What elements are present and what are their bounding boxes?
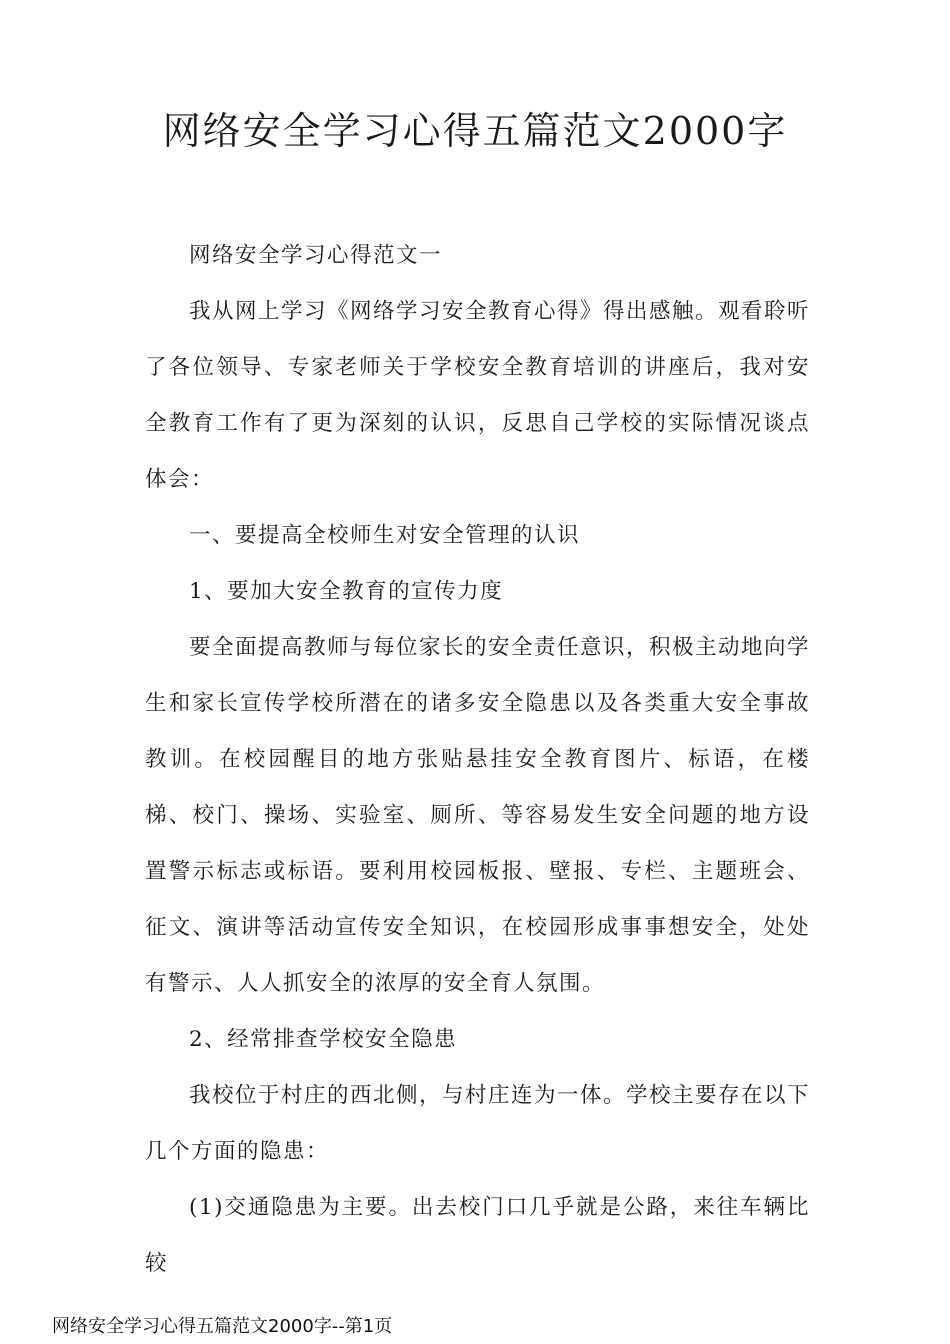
paragraph: 我校位于村庄的西北侧，与村庄连为一体。学校主要存在以下几个方面的隐患：	[145, 1083, 811, 1164]
document-title: 网络安全学习心得五篇范文2000字	[162, 109, 788, 153]
paragraph: 2、经常排查学校安全隐患	[189, 1027, 458, 1052]
paragraph: 要全面提高教师与每位家长的安全责任意识，积极主动地向学生和家长宣传学校所潜在的诸多安全隐患以及各类重大安全事故教训。在校园醒目的地方张贴悬挂安全教育图片、标语，在楼梯、校门、操场、实验室、厕所、等容易发生安全问题的地方设置警示标志或标语。要利用校园板报、壁报、专栏、主题班会、征文、演讲等活动宣传安全知识，在校园形成事事想安全，处处有警示、人人抓安全的浓厚的安全育人氛围。	[145, 635, 811, 996]
paragraph: 一、要提高全校师生对安全管理的认识	[189, 523, 581, 548]
paragraph: 我从网上学习《网络学习安全教育心得》得出感触。观看聆听了各位领导、专家老师关于学校安全教育培训的讲座后，我对安全教育工作有了更为深刻的认识，反思自己学校的实际情况谈点体会：	[145, 299, 811, 492]
document-body	[145, 228, 810, 1292]
paragraph: 1、要加大安全教育的宣传力度	[189, 579, 504, 604]
page-footer: 网络安全学习心得五篇范文2000字--第1页	[52, 1316, 393, 1337]
paragraph: 网络安全学习心得范文一	[189, 243, 443, 268]
paragraph: (1)交通隐患为主要。出去校门口几乎就是公路，来往车辆比较	[145, 1195, 810, 1276]
